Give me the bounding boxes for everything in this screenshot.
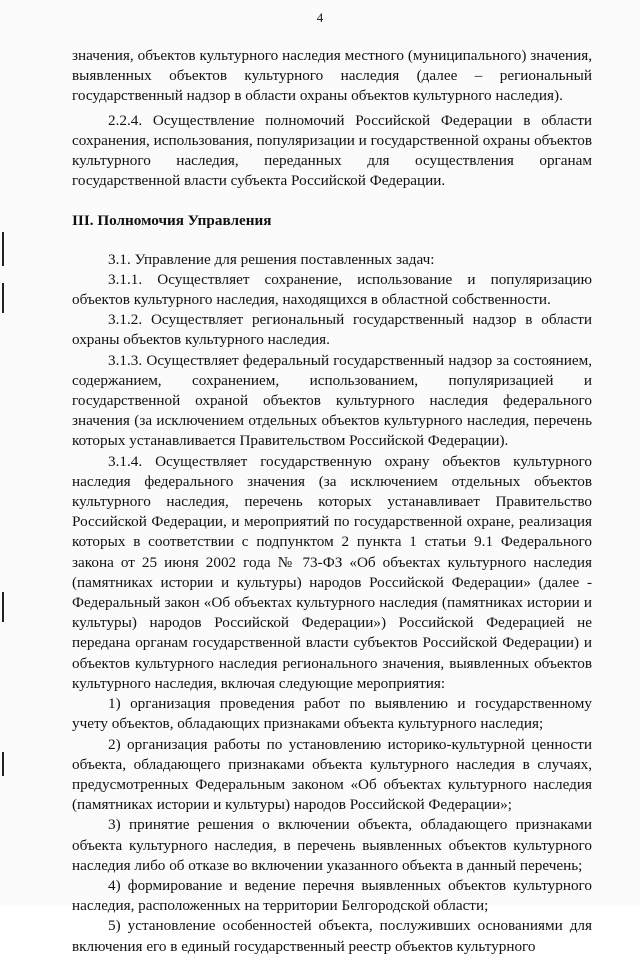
paragraph-3-1-1: 3.1.1. Осуществляет сохранение, использование и популяризацию объектов культурного наследия, находящихся в областной собственности.: [72, 270, 592, 309]
list-item: 4) формирование и ведение перечня выявленных объектов культурного наследия, расположенных на территории Белгородской области;: [72, 876, 592, 915]
paragraph-3-1-2: 3.1.2. Осуществляет региональный государственный надзор в области охраны объектов культурного наследия.: [72, 311, 592, 349]
list-item: 3) принятие решения о включении объекта, обладающего признаками объекта культурного наследия, в перечень выявленных объектов культурного наследия либо об отказе во включении указанного объекта в данный перечень;: [72, 816, 592, 874]
document-body: [72, 46, 592, 957]
scan-artifact-mark: [2, 232, 4, 266]
list-item: 2) организация работы по установлению историко-культурной ценности объекта, обладающего признаками объекта культурного наследия в случаях, предусмотренных Федеральным законом «Об объектах культурного наследия (памятниках истории и культуры) народов Российской Федерации»;: [72, 735, 592, 814]
paragraph-3-1: 3.1. Управление для решения поставленных задач:: [108, 250, 435, 268]
section-title: III. Полномочия Управления: [72, 212, 272, 230]
list-item: 5) установление особенностей объекта, послуживших основаниями для включения его в единый государственный реестр объектов культурного: [72, 917, 592, 955]
page-number: 4: [316, 10, 324, 25]
paragraph-3-1-3: 3.1.3. Осуществляет федеральный государственный надзор за состоянием, содержанием, сохранением, использованием, популяризацией и государственной охраной объектов культурного наследия федерального значения (за исключением отдельных объектов культурного наследия, перечень которых устанавливается Правительством Российской Федерации).: [72, 351, 592, 450]
scan-artifact-mark: [2, 592, 4, 622]
list-item: 1) организация проведения работ по выявлению и государственному учету объектов, обладающих признаками объекта культурного наследия;: [72, 695, 592, 733]
paragraph-2-2-4: 2.2.4. Осуществление полномочий Российской Федерации в области сохранения, использования, популяризации и государственной охраны объектов культурного наследия, переданных для осуществления органам государственной власти субъекта Российской Федерации.: [72, 111, 592, 190]
scan-artifact-mark: [2, 752, 4, 776]
scan-artifact-mark: [2, 283, 4, 313]
paragraph-3-1-4: 3.1.4. Осуществляет государственную охрану объектов культурного наследия федерального значения (за исключением отдельных объектов культурного наследия, перечень которых устанавливает Правительство Российской Федерации, и мероприятий по государственной охране, реализация которых в соответствии с подпунктом 2 пункта 1 статьи 9.1 Федерального закона от 25 июня 2002 года № 73-ФЗ «Об объектах культурного наследия (памятниках истории и культуры) народов Российской Федерации» (далее - Федеральный закон «Об объектах культурного наследия (памятниках истории и культуры) народов Российской Федерации») Российской Федерацией не передана органам государственной власти субъектов Российской Федерации) и объектов культурного наследия регионального значения, выявленных объектов культурного наследия, включая следующие мероприятия:: [72, 452, 592, 692]
paragraph-continuation: значения, объектов культурного наследия местного (муниципального) значения, выявленных объектов культурного наследия (далее – региональный государственный надзор в области охраны объектов культурного наследия).: [72, 47, 592, 105]
